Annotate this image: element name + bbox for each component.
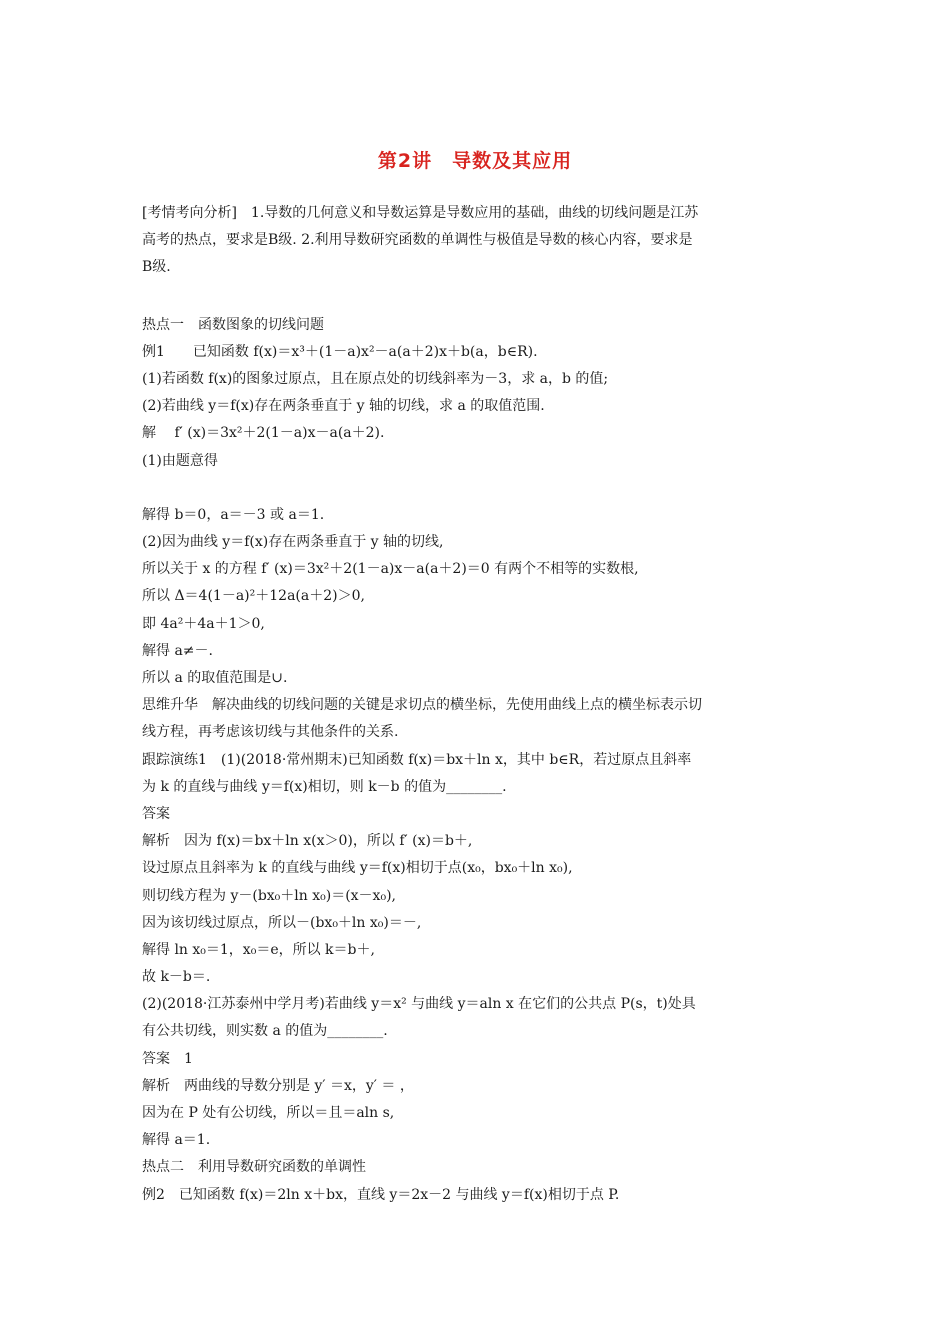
intro-line-3: B级. xyxy=(142,259,171,276)
hot2-heading: 热点二 利用导数研究函数的单调性 xyxy=(142,1159,366,1176)
question-1: (1)若函数 f(x)的图象过原点，且在原点处的切线斜率为－3，求 a，b 的值; xyxy=(142,370,609,387)
analysis-1-line-3: 则切线方程为 y－(bx₀＋ln x₀)＝(x－x₀), xyxy=(142,887,396,904)
drill1-problem-2b: 有公共切线，则实数 a 的值为________. xyxy=(142,1023,388,1040)
analysis-1-line-2: 设过原点且斜率为 k 的直线与曲线 y＝f(x)相切于点(x₀，bx₀＋ln x₀), xyxy=(142,860,573,877)
analysis-1-line-4: 因为该切线过原点，所以－(bx₀＋ln x₀)＝－, xyxy=(142,914,422,931)
intro-line-2: 高考的热点，要求是B级. 2.利用导数研究函数的单调性与极值是导数的核心内容，要求是 xyxy=(142,232,693,249)
analysis-2-line-1: 解析 两曲线的导数分别是 y′ ＝x，y′ ＝ ， xyxy=(142,1077,414,1094)
solution-derivative: 解 f′ (x)＝3x²＋2(1－a)x－a(a＋2). xyxy=(142,425,385,442)
analysis-1-line-6: 故 k－b＝. xyxy=(142,969,211,986)
solution-step-4: 所以关于 x 的方程 f′ (x)＝3x²＋2(1－a)x－a(a＋2)＝0 有两个不相等的实数根, xyxy=(142,561,639,578)
drill1-problem-1b: 为 k 的直线与曲线 y＝f(x)相切，则 k－b 的值为________. xyxy=(142,778,507,795)
solution-step-7: 解得 a≠－. xyxy=(142,642,213,659)
example-2: 例2 已知函数 f(x)＝2ln x＋bx，直线 y＝2x－2 与曲线 y＝f(x)相切于点 P. xyxy=(142,1186,620,1203)
answer-label-1: 答案 xyxy=(142,805,170,822)
answer-label-2: 答案 1 xyxy=(142,1050,193,1067)
question-2: (2)若曲线 y＝f(x)存在两条垂直于 y 轴的切线，求 a 的取值范围. xyxy=(142,398,545,415)
intro-line-1: [考情考向分析] 1.导数的几何意义和导数运算是导数应用的基础，曲线的切线问题是江苏 xyxy=(142,205,699,221)
thinking-line-2: 线方程，再考虑该切线与其他条件的关系. xyxy=(142,724,399,741)
solution-step-2: 解得 b＝0，a＝－3 或 a＝1. xyxy=(142,506,325,523)
thinking-line-1: 思维升华 解决曲线的切线问题的关键是求切点的横坐标，先使用曲线上点的横坐标表示切 xyxy=(142,697,702,714)
solution-step-6: 即 4a²＋4a＋1＞0, xyxy=(142,615,265,632)
drill1-problem-1a: 跟踪演练1 (1)(2018·常州期末)已知函数 f(x)＝bx＋ln x，其中 b∈R，若过原点且斜率 xyxy=(142,751,692,768)
drill1-problem-2a: (2)(2018·江苏泰州中学月考)若曲线 y＝x² 与曲线 y＝aln x 在它们的公共点 P(s，t)处具 xyxy=(142,996,696,1013)
analysis-2-line-2: 因为在 P 处有公切线，所以＝且＝aln s, xyxy=(142,1105,395,1121)
document-body xyxy=(142,200,810,1209)
analysis-1-line-5: 解得 ln x₀＝1，x₀＝e，所以 k＝b＋, xyxy=(142,941,375,958)
page-title: 第2讲 导数及其应用 xyxy=(377,150,573,172)
example-1: 例1 已知函数 f(x)＝x³＋(1－a)x²－a(a＋2)x＋b(a，b∈R). xyxy=(142,343,538,360)
solution-step-8: 所以 a 的取值范围是∪. xyxy=(142,670,288,686)
solution-step-1: (1)由题意得 xyxy=(142,452,218,469)
analysis-2-line-3: 解得 a＝1. xyxy=(142,1132,211,1149)
section-gap xyxy=(142,282,810,312)
analysis-1-line-1: 解析 因为 f(x)＝bx＋ln x(x＞0)，所以 f′ (x)＝b＋, xyxy=(142,833,473,850)
solution-step-5: 所以 Δ＝4(1－a)²＋12a(a＋2)＞0, xyxy=(142,588,365,605)
equation-gap xyxy=(142,475,810,502)
hot1-heading: 热点一 函数图象的切线问题 xyxy=(142,316,324,333)
solution-step-3: (2)因为曲线 y＝f(x)存在两条垂直于 y 轴的切线, xyxy=(142,534,444,551)
